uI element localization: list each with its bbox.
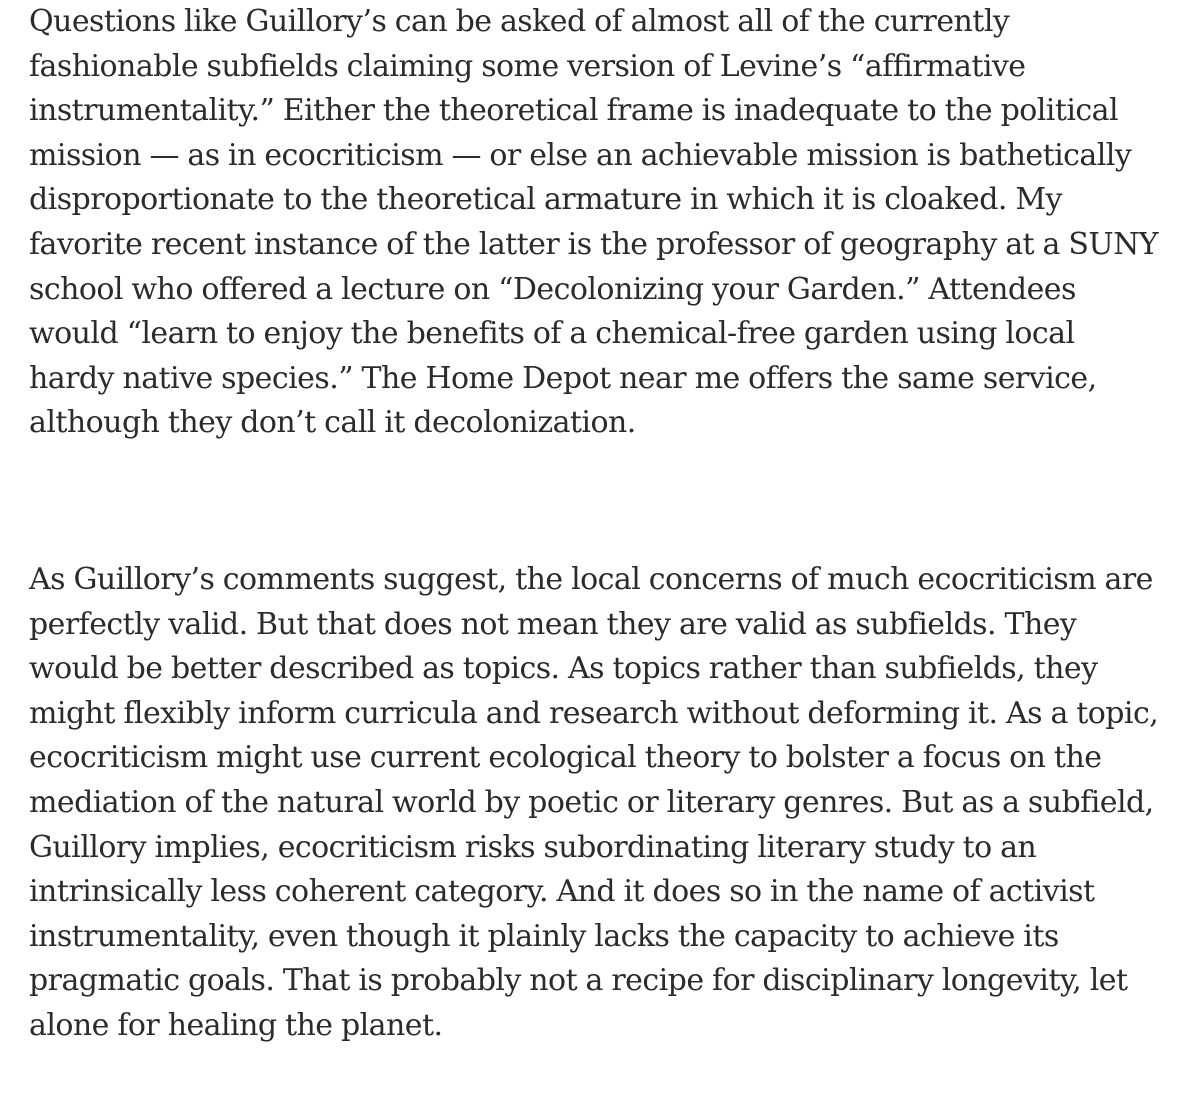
paragraph-ecocriticism-topics: As Guillory’s comments suggest, the local concerns of much ecocriticism are perfectly valid. But that does not mean they are valid as subfields. They would be better described as topics. As topics rather than subfields, they might flexibly inform curricula and research without deforming it. As a topic, ecocriticism might use current ecological theory to bolster a focus on the mediation of the natural world by poetic or literary genres. But as a subfield, Guillory implies, ecocriticism risks subordinating literary study to an intrinsically less coherent category. And it does so in the name of activist instrumentality, even though it plainly lacks the capacity to achieve its pragmatic goals. That is probably not a recipe for disciplinary longevity, let alone for healing the planet. — [29, 562, 1159, 1043]
article-body — [29, 0, 1159, 1043]
paragraph-guillory-questions: Questions like Guillory’s can be asked of almost all of the currently fashionable subfields claiming some version of Levine’s “affirmative instrumentality.” Either the theoretical frame is inadequate to the political mission — as in ecocriticism — or else an achievable mission is bathetically disproportionate to the theoretical armature in which it is cloaked. My favorite recent instance of the latter is the professor of geography at a SUNY school who offered a lecture on “Decolonizing your Garden.” Attendees would “learn to enjoy the benefits of a chemical-free garden using local hardy native species.” The Home Depot near me offers the same service, although they don’t call it decolonization. — [29, 4, 1159, 441]
